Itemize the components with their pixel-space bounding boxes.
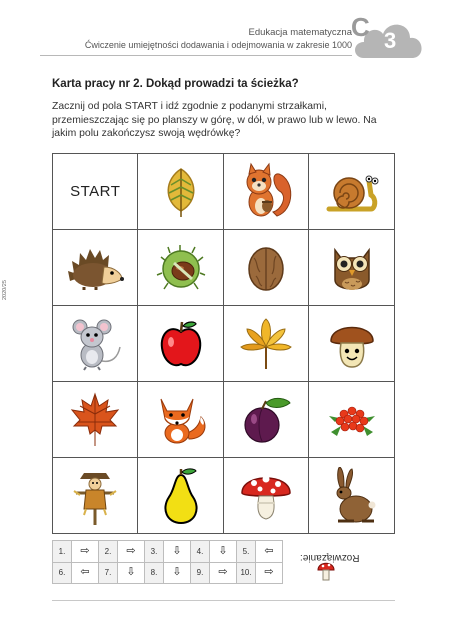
step-arrow-left-icon: ⇦ [256,541,283,563]
board-cell-mouse [53,306,138,382]
owl-icon [329,242,375,294]
board-cell-toadstool [223,458,308,534]
squirrel-icon [237,162,295,222]
mushroom-icon [327,317,377,371]
pear-icon [159,467,203,525]
board-cell-pear [138,458,223,534]
badge-number: 3 [384,28,397,53]
step-number: 4. [191,541,210,563]
header-line [40,55,352,56]
step-arrow-right-icon: ⇨ [256,562,283,584]
step-arrow-right-icon: ⇨ [118,541,145,563]
step-arrow-down-icon: ⇩ [164,541,191,563]
snail-icon [325,169,379,215]
board-cell-chestnut-leaf [223,306,308,382]
board-cell-maple-leaf [53,382,138,458]
fox-icon [153,393,209,447]
board-cell-squirrel [223,154,308,230]
leaf-yellow-icon [159,165,203,219]
side-code: 2020/25 [2,280,8,300]
steps-row [53,541,283,563]
board-cell-chestnut [138,230,223,306]
mouse-icon [68,317,122,371]
toadstool-small-icon [317,560,335,582]
step-number: 10. [237,562,256,584]
step-arrow-down-icon: ⇩ [118,562,145,584]
steps-row [53,562,283,584]
walnut-icon [244,242,288,294]
maple-leaf-icon [70,392,120,448]
board-cell-apple [138,306,223,382]
step-number: 5. [237,541,256,563]
rowan-berries-icon [327,400,377,440]
toadstool-icon [239,469,293,523]
board-cell-walnut [223,230,308,306]
board-cell-start [53,154,138,230]
footer-line [52,600,395,601]
scarecrow-icon [72,467,118,525]
badge-letter: C [351,12,370,42]
hedgehog-icon [66,245,124,291]
board-cell-hedgehog [53,230,138,306]
chestnut-icon [156,243,206,293]
step-arrow-left-icon: ⇦ [72,562,99,584]
solution-label: Rozwiązanie: [300,552,360,563]
board-cell-hare [309,458,395,534]
board-cell-owl [309,230,395,306]
header-subtitle: Ćwiczenie umiejętności dodawania i odejmowania w zakresie 1000 [84,40,352,50]
board-cell-rowan [309,382,395,458]
step-number: 1. [53,541,72,563]
board-cell-mushroom [309,306,395,382]
game-board [52,153,395,534]
header-title: Edukacja matematyczna [248,27,352,38]
apple-icon [158,318,204,370]
step-arrow-down-icon: ⇩ [210,541,237,563]
plum-icon [240,395,292,445]
worksheet-title: Karta pracy nr 2. Dokąd prowadzi ta ścieżka? [52,78,299,90]
hare-icon [326,467,378,525]
board-cell-scarecrow [53,458,138,534]
board-cell-leaf [138,154,223,230]
worksheet-instructions: Zacznij od pola START i idź zgodnie z podanymi strzałkami, przemieszczając się po planszy w górę, w dół, w prawo lub w lewo. Na jakim polu zakończysz swoją wędrówkę? [52,101,377,140]
step-arrow-down-icon: ⇩ [164,562,191,584]
chestnut-leaf-icon [239,317,293,371]
step-arrow-right-icon: ⇨ [72,541,99,563]
steps-table [52,540,283,584]
step-number: 9. [191,562,210,584]
board-cell-snail [309,154,395,230]
board-cell-fox [138,382,223,458]
step-number: 7. [99,562,118,584]
step-number: 3. [145,541,164,563]
step-arrow-right-icon: ⇨ [210,562,237,584]
start-label: START [70,182,121,200]
step-number: 8. [145,562,164,584]
board-cell-plum [223,382,308,458]
step-number: 2. [99,541,118,563]
step-number: 6. [53,562,72,584]
